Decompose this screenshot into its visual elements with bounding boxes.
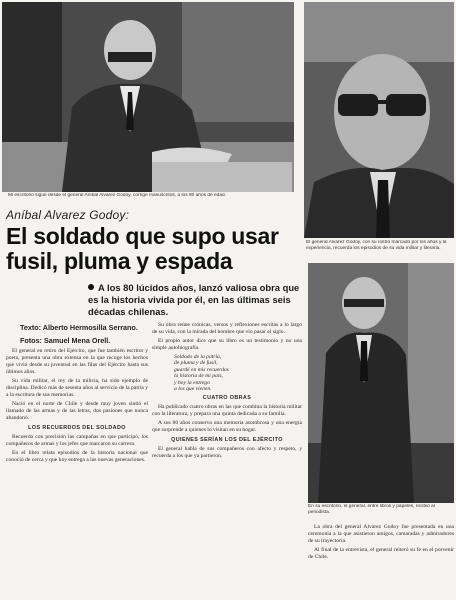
lead-text: A los 80 lúcidos años, lanzó valiosa obra que es la historia vivida por él, en las últimas seis décadas chilenas. <box>88 282 300 317</box>
paragraph: El propio autor dice que su libro es un testimonio y no una simple autobiografía. <box>152 338 302 351</box>
section-subhead: CUATRO OBRAS <box>202 395 252 402</box>
photo-general-portrait <box>304 2 454 238</box>
poem-verse <box>152 354 302 392</box>
caption-seated-photo: En su escritorio, el general, entre libros y papeles, recibió al periodista. <box>308 504 435 515</box>
section-subhead: LOS RECUERDOS DEL SOLDADO <box>28 425 126 431</box>
verse-line: la historia de mi país, <box>174 373 223 380</box>
verse-line: Soldado de la patria, <box>174 354 222 360</box>
paragraph: El general en retiro del Ejército, que fue también escritor y poeta, presenta una obra extensa en la que recoge los hechos que vivió desde su juventud en las filas del Ejército hasta sus últimos años. <box>6 348 148 375</box>
verse-line: guardé en mis recuerdos <box>174 366 229 373</box>
paragraph: Al final de la entrevista, el general reiteró su fe en el porvenir de Chile. <box>308 547 454 560</box>
article-lead <box>88 282 302 318</box>
bullet-icon <box>88 284 94 290</box>
verse-line: de pluma y de fusil, <box>174 360 218 367</box>
paragraph: Ha publicado cuatro obras en las que combina la historia militar con la literatura, y prepara una quinta dedicada a su familia. <box>152 404 302 418</box>
caption-portrait-photo: El general Alvarez Godoy, con su rostro marcado por los años y la experiencia, recuerda los episodios de su vida militar y literaria. <box>306 240 447 251</box>
article-column-1 <box>6 348 148 598</box>
text-credit: Texto: Alberto Hermosilla Serrano. <box>20 323 138 332</box>
photo-general-seated <box>308 263 454 503</box>
article-headline: El soldado que supo usar fusil, pluma y espada <box>6 223 279 274</box>
section-subhead: QUIENES SERÍAN LOS DEL EJÉRCITO <box>171 437 283 444</box>
photo-general-at-desk <box>2 2 294 192</box>
verse-line: y hoy la entrego <box>174 379 210 386</box>
paragraph: La obra del general Alvarez Godoy fue presentada en una ceremonia a la que asistieron amigos, camaradas y admiradores de su trayectoria. <box>308 524 454 544</box>
paragraph: Su obra reúne crónicas, versos y reflexiones escritas a lo largo de su vida, con la mirada del hombre que vio pasar el siglo. <box>152 322 302 335</box>
paragraph: A sus 80 años conserva una memoria asombrosa y una energía que sorprende a quienes lo visitan en su hogar. <box>152 420 302 434</box>
paragraph: Nació en el norte de Chile y desde muy joven sintió el llamado de las armas y de las letras, dos pasiones que nunca abandonó. <box>6 401 148 421</box>
photo-credit: Fotos: Samuel Mena Orell. <box>20 336 111 345</box>
article-column-3 <box>308 524 454 598</box>
paragraph: En el libro relata episodios de la historia nacional que conoció de cerca y que hoy entrega a las nuevas generaciones. <box>6 450 148 463</box>
paragraph: Su vida militar, el rey de la milicia, ha sido ejemplo de disciplina. Dedicó más de sesenta años al servicio de la patria y a la escritura de sus memorias. <box>6 378 148 398</box>
paragraph: Recuerda con precisión las campañas en que participó, los compañeros de armas y los jefes que marcaron su carrera. <box>6 434 148 447</box>
caption-desk-photo: Mi escritorio sigue desde el general Aníbal Alvarez Godoy, corrige manuscritos, a los 80 años de edad. <box>8 193 227 198</box>
article-column-2 <box>152 322 302 598</box>
paragraph: El general habla de sus compañeros con afecto y respeto, y recuerda a los que ya partieron. <box>152 446 302 460</box>
article-kicker: Aníbal Alvarez Godoy: <box>6 208 130 222</box>
verse-line: a los que vienen. <box>174 386 212 393</box>
